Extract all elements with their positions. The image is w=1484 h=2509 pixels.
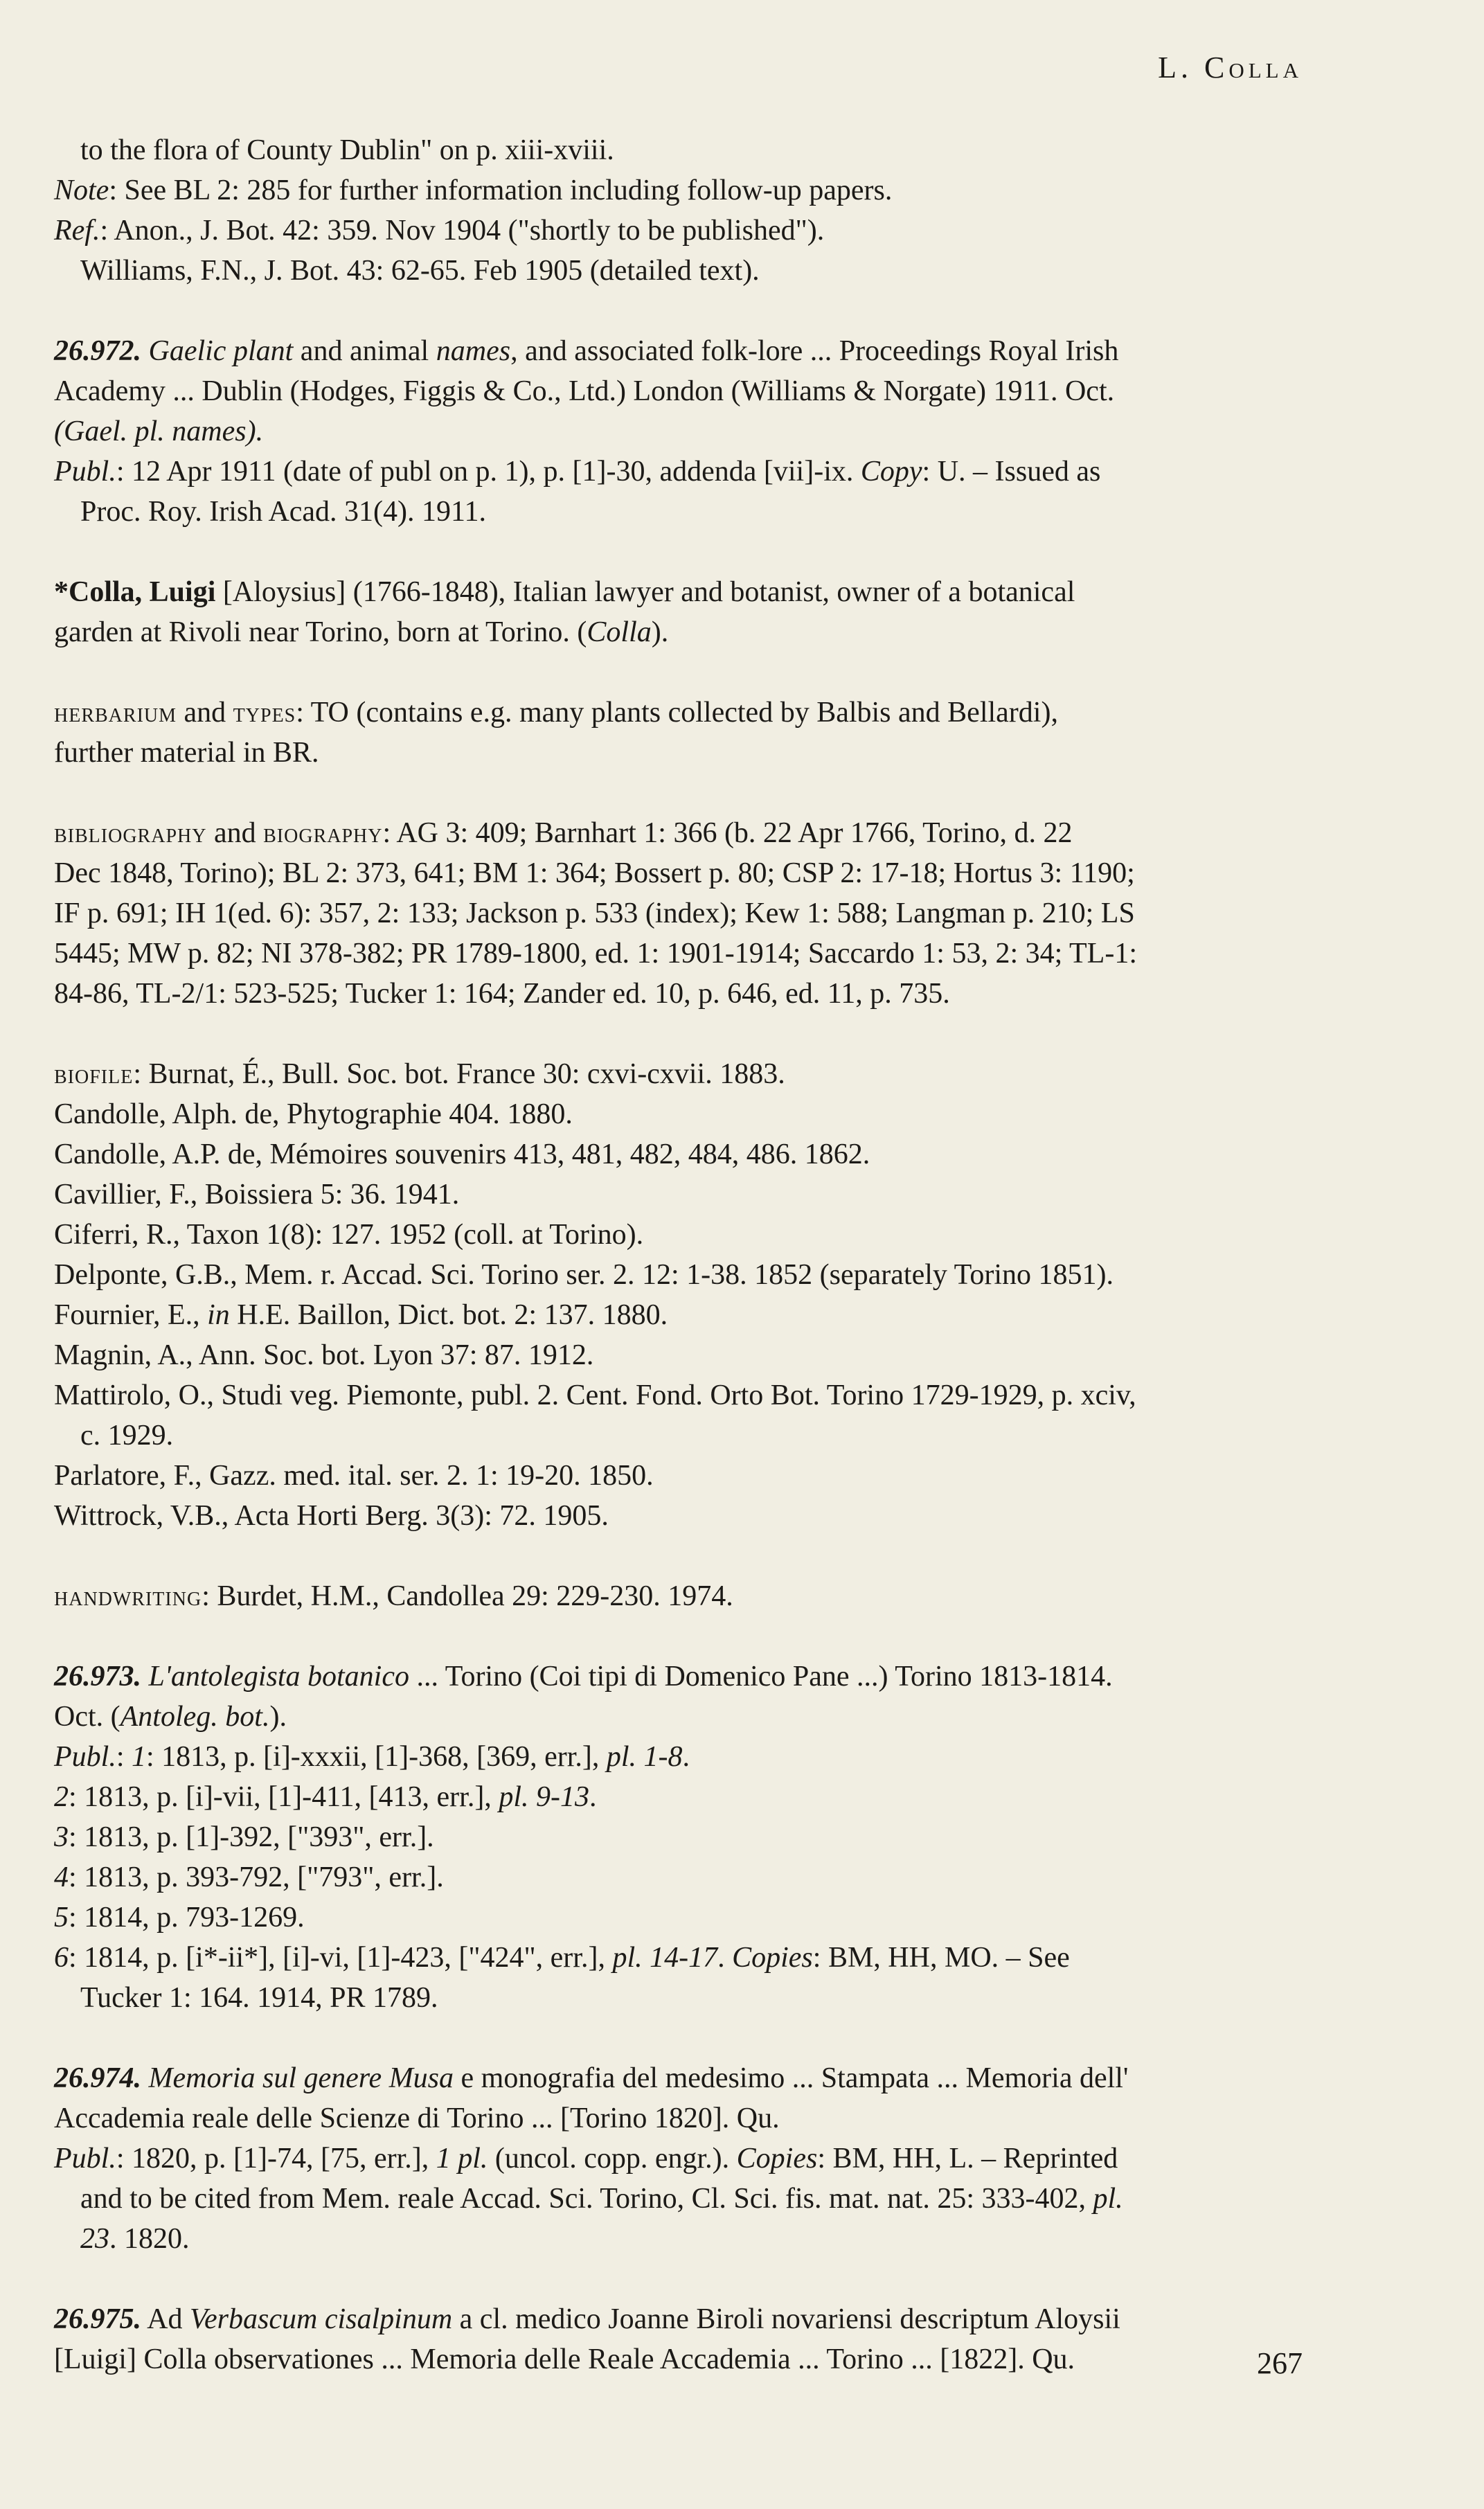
entry-975-1a: Ad <box>141 2303 190 2335</box>
herbarium-line-2: further material in BR. <box>54 737 319 769</box>
entry-974-line-1 <box>54 2058 1313 2098</box>
volume-end: . <box>589 1781 597 1813</box>
biofile-text: : Burnat, É., Bull. Soc. bot. France 30: cxvi-cxvii. 1883. <box>133 1058 785 1090</box>
biofile-line-7 <box>54 1295 1313 1335</box>
entry-973-2c: ). <box>269 1701 287 1733</box>
publ-label: Publ. <box>54 456 116 488</box>
volume-text: : 1814, p. [i*-ii*], [i]-vi, [1]-423, ["424", err.], <box>69 1942 613 1974</box>
entry-972-title-a: Gaelic plant <box>148 335 294 367</box>
entry-973-2a: Oct. ( <box>54 1701 120 1733</box>
volume-number: 2 <box>54 1781 69 1813</box>
entry-972-line-5: Proc. Roy. Irish Acad. 31(4). 1911. <box>80 496 486 528</box>
entry-972-line-3 <box>54 411 1313 452</box>
biography-label: biography <box>263 817 383 848</box>
note-line <box>54 170 1313 211</box>
ref-line <box>54 211 1313 251</box>
plates: pl. 14-17 <box>612 1942 718 1974</box>
entry-975-number: 26.975. <box>54 2303 141 2335</box>
author-heading-line-2 <box>54 612 1313 652</box>
copies-label: Copies <box>732 1942 813 1974</box>
entry-975-line-1 <box>54 2299 1313 2339</box>
herbarium-line-1 <box>54 693 1313 733</box>
biofile-line-12: Wittrock, V.B., Acta Horti Berg. 3(3): 72. 1905. <box>54 1500 609 1532</box>
entry-973-vol-2 <box>54 1777 1313 1817</box>
entry-974-publ <box>54 2139 1313 2179</box>
ref-line-2: Williams, F.N., J. Bot. 43: 62-65. Feb 1905 (detailed text). <box>80 255 760 287</box>
handwriting-text: : Burdet, H.M., Candollea 29: 229-230. 1974. <box>202 1580 733 1612</box>
biofile-line-3: Candolle, A.P. de, Mémoires souvenirs 413, 481, 482, 484, 486. 1862. <box>54 1139 870 1170</box>
bibliography-text: : AG 3: 409; Barnhart 1: 366 (b. 22 Apr 1766, Torino, d. 22 <box>382 817 1073 849</box>
entry-973-vol-5 <box>54 1898 1313 1938</box>
entry-972-title-d: , and associated folk-lore ... Proceedings Royal Irish <box>510 335 1119 367</box>
entry-975-line-2: [Luigi] Colla observationes ... Memoria delle Reale Accademia ... Torino ... [1822]. Qu. <box>54 2343 1075 2375</box>
ref-text: : Anon., J. Bot. 42: 359. Nov 1904 ("shortly to be published"). <box>100 215 825 247</box>
entry-973-line-2 <box>54 1697 1313 1737</box>
publ-text: : 12 Apr 1911 (date of publ on p. 1), p. [1]-30, addenda [vii]-ix. <box>116 456 854 488</box>
author-description: [Aloysius] (1766-1848), Italian lawyer and botanist, owner of a botanical <box>215 576 1075 608</box>
entry-972-number: 26.972. <box>54 335 141 367</box>
entry-973-vol-6 <box>54 1938 1313 1978</box>
biofile-7c: H.E. Baillon, Dict. bot. 2: 137. 1880. <box>229 1299 668 1331</box>
continuation-line: to the flora of County Dublin" on p. xiii-xviii. <box>80 134 614 166</box>
entry-972-title-c: names <box>436 335 511 367</box>
entry-973-imprint: ... Torino (Coi tipi di Domenico Pane ...) Torino 1813-1814. <box>409 1661 1113 1693</box>
entry-974-number: 26.974. <box>54 2062 141 2094</box>
copies-label: Copies <box>736 2143 818 2175</box>
entry-972-line-1 <box>54 331 1313 371</box>
types-label: types <box>233 697 296 728</box>
entry-972-line-2: Academy ... Dublin (Hodges, Figgis & Co., Ltd.) London (Williams & Norgate) 1911. Oct. <box>54 375 1115 407</box>
biofile-line-4: Cavillier, F., Boissiera 5: 36. 1941. <box>54 1179 460 1211</box>
herbarium-label: herbarium <box>54 697 177 728</box>
plates: pl. 9-13 <box>499 1781 589 1813</box>
entry-973-title: L'antolegista botanico <box>148 1661 409 1693</box>
publ-label: Publ. <box>54 2143 116 2175</box>
entry-974-5a: 23 <box>80 2223 109 2255</box>
volume-text: : 1813, p. [i]-xxxii, [1]-368, [369, err.], <box>146 1741 607 1773</box>
bibliography-line-4: 5445; MW p. 82; NI 378-382; PR 1789-1800, ed. 1: 1901-1914; Saccardo 1: 53, 2: 34; TL-1: <box>54 938 1137 970</box>
biofile-line-11: Parlatore, F., Gazz. med. ital. ser. 2. 1: 19-20. 1850. <box>54 1460 654 1492</box>
herbarium-and: and <box>177 697 233 729</box>
volume-number: 3 <box>54 1821 69 1853</box>
bibliography-line-5: 84-86, TL-2/1: 523-525; Tucker 1: 164; Zander ed. 10, p. 646, ed. 11, p. 735. <box>54 978 950 1010</box>
author-name: *Colla, Luigi <box>54 576 216 608</box>
volume-text: : 1813, p. [1]-392, ["393", err.]. <box>69 1821 434 1853</box>
author-abbrev: Colla <box>587 616 652 648</box>
entry-973-line-1 <box>54 1657 1313 1697</box>
ref-label: Ref. <box>54 215 100 247</box>
handwriting-line <box>54 1576 1313 1616</box>
biofile-7b: in <box>207 1299 230 1331</box>
volume-number: 4 <box>54 1861 69 1893</box>
entry-975-title: Verbascum cisalpinum <box>190 2303 453 2335</box>
volume-number: 6 <box>54 1942 69 1974</box>
entry-974-4b: pl. <box>1093 2183 1123 2215</box>
volume-text: : 1814, p. 793-1269. <box>69 1902 305 1934</box>
entry-974-line-2: Accademia reale delle Scienze di Torino ... [Torino 1820]. Qu. <box>54 2102 780 2134</box>
biofile-line-5: Ciferri, R., Taxon 1(8): 127. 1952 (coll. at Torino). <box>54 1219 644 1251</box>
herbarium-text: : TO (contains e.g. many plants collected by Balbis and Bellardi), <box>296 697 1058 729</box>
copies-text: : BM, HH, L. – Reprinted <box>817 2143 1118 2175</box>
entry-972-title-b: and animal <box>293 335 436 367</box>
volume-end: . <box>682 1741 690 1773</box>
biofile-line-1 <box>54 1054 1313 1094</box>
publ-label: Publ. <box>54 1741 116 1773</box>
note-text: : See BL 2: 285 for further information including follow-up papers. <box>109 175 893 206</box>
biofile-line-9: Mattirolo, O., Studi veg. Piemonte, publ. 2. Cent. Fond. Orto Bot. Torino 1729-1929, p. xciv, <box>54 1379 1136 1411</box>
biofile-line-8: Magnin, A., Ann. Soc. bot. Lyon 37: 87. 1912. <box>54 1339 594 1371</box>
plates: 1 pl. <box>436 2143 488 2175</box>
volume-number: 1 <box>132 1741 146 1773</box>
entry-973-vol-4 <box>54 1857 1313 1898</box>
entry-972-publ <box>54 452 1313 492</box>
entry-974-4a: and to be cited from Mem. reale Accad. Sci. Torino, Cl. Sci. fis. mat. nat. 25: 333-402, <box>80 2183 1093 2215</box>
entry-973-number: 26.973. <box>54 1661 141 1693</box>
publ-text: : 1820, p. [1]-74, [75, err.], <box>116 2143 436 2175</box>
entry-973-vol-1: Publ.: 1: 1813, p. [i]-xxxii, [1]-368, [369, err.], pl. 1-8. <box>54 1741 690 1773</box>
copies-text: : BM, HH, MO. – See <box>812 1942 1070 1974</box>
entry-973-line-9: Tucker 1: 164. 1914, PR 1789. <box>80 1982 438 2014</box>
entry-974-5b: . 1820. <box>109 2223 190 2255</box>
entry-975-1c: a cl. medico Joanne Biroli novariensi descriptum Aloysii <box>452 2303 1120 2335</box>
biofile-line-10: c. 1929. <box>80 1420 174 1452</box>
page-content <box>54 130 1313 2379</box>
entry-974-text: e monografia del medesimo ... Stampata ... Memoria dell' <box>454 2062 1129 2094</box>
biofile-line-2: Candolle, Alph. de, Phytographie 404. 1880. <box>54 1098 573 1130</box>
page-number: 267 <box>1257 2346 1303 2380</box>
biofile-line-6: Delponte, G.B., Mem. r. Accad. Sci. Torino ser. 2. 12: 1-38. 1852 (separately Torino 1851). <box>54 1259 1114 1291</box>
entry-974-line-5 <box>54 2219 1313 2259</box>
publ-text-2: (uncol. copp. engr.). <box>488 2143 737 2175</box>
entry-974-line-4 <box>54 2179 1313 2219</box>
author-desc-2c: ). <box>651 616 669 648</box>
biofile-7a: Fournier, E., <box>54 1299 208 1331</box>
bibliography-line-3: IF p. 691; IH 1(ed. 6): 357, 2: 133; Jackson p. 533 (index); Kew 1: 588; Langman p. 210; LS <box>54 898 1135 929</box>
volume-text: : 1813, p. 393-792, ["793", err.]. <box>69 1861 444 1893</box>
author-heading <box>54 572 1313 612</box>
entry-974-title: Memoria sul genere Musa <box>148 2062 454 2094</box>
volume-number: 5 <box>54 1902 69 1934</box>
entry-973-vol-3 <box>54 1817 1313 1857</box>
copy-text: : U. – Issued as <box>922 456 1101 488</box>
copy-label: Copy <box>860 456 922 488</box>
volume-sep: . <box>717 1942 733 1974</box>
note-label: Note <box>54 175 109 206</box>
volume-text: : 1813, p. [i]-vii, [1]-411, [413, err.], <box>69 1781 499 1813</box>
bibliography-line-1 <box>54 813 1313 853</box>
bibliography-line-2: Dec 1848, Torino); BL 2: 373, 641; BM 1: 364; Bossert p. 80; CSP 2: 17-18; Hortus 3: 1190; <box>54 857 1135 889</box>
plates: pl. 1-8 <box>606 1741 683 1773</box>
bibliography-label: bibliography <box>54 817 207 848</box>
handwriting-label: handwriting <box>54 1580 202 1611</box>
entry-972-abbrev: (Gael. pl. names). <box>54 416 264 447</box>
author-desc-2a: garden at Rivoli near Torino, born at Torino. ( <box>54 616 587 648</box>
bibliography-and: and <box>206 817 264 849</box>
biofile-label: biofile <box>54 1058 134 1089</box>
running-head: L. Colla <box>1158 51 1303 84</box>
entry-973-abbrev: Antoleg. bot. <box>120 1701 270 1733</box>
